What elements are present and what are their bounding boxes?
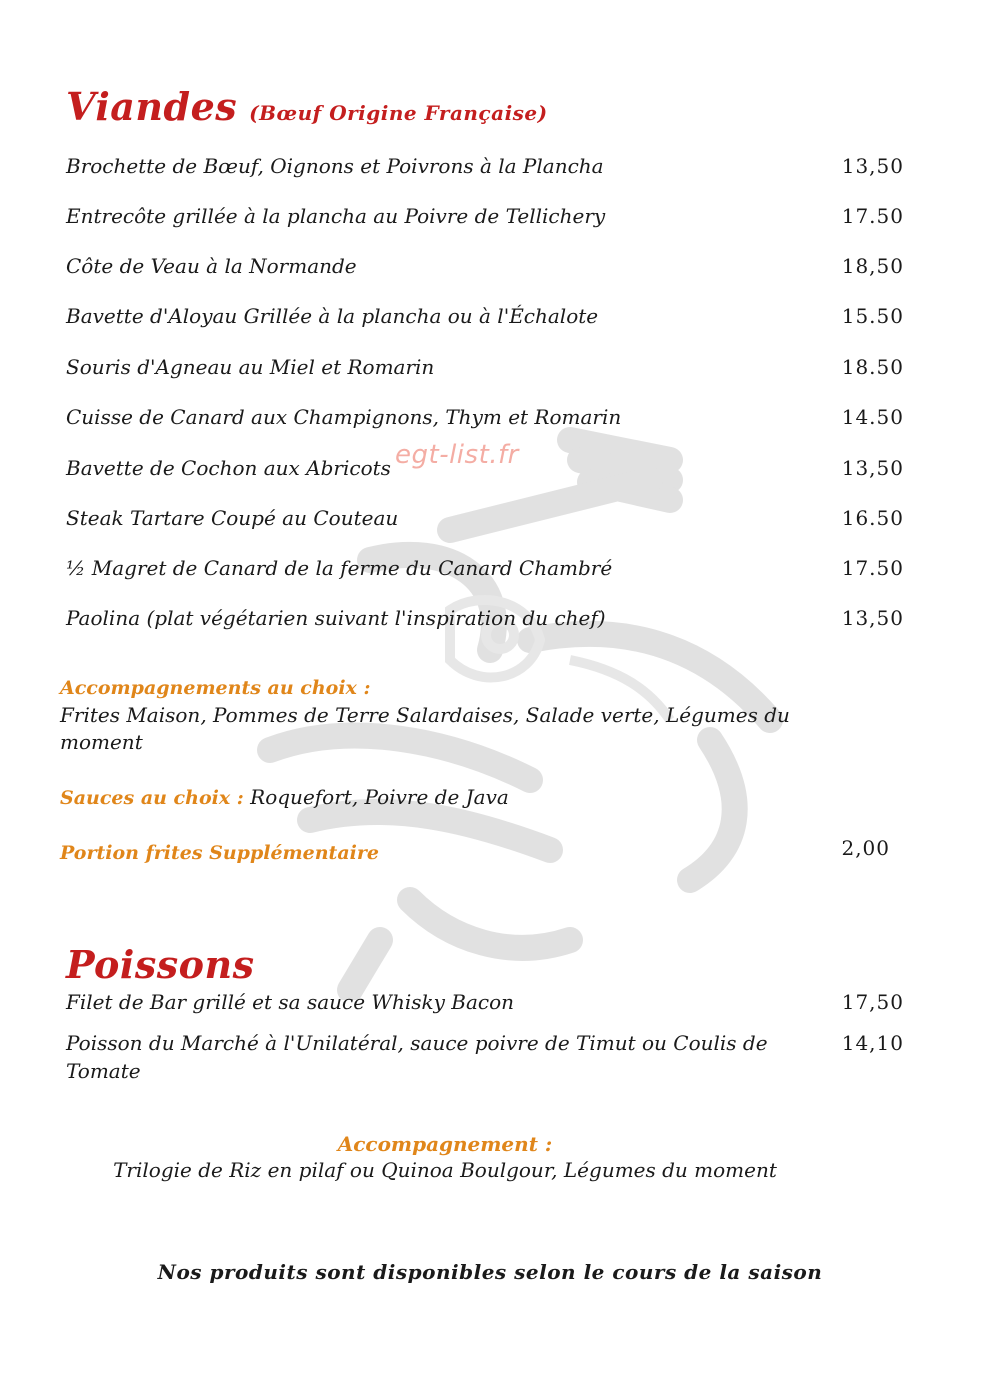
accompagnement-text: Trilogie de Riz en pilaf ou Quinoa Boulgour, Légumes du moment xyxy=(113,1158,777,1182)
sauces-block xyxy=(60,784,840,812)
dish-name: Côte de Veau à la Normande xyxy=(66,254,357,278)
sauces-label: Sauces au choix : xyxy=(60,787,244,809)
menu-item xyxy=(66,554,906,582)
dish-price: 14,10 xyxy=(841,1031,904,1055)
menu-item xyxy=(66,353,906,381)
dish-name: Cuisse de Canard aux Champignons, Thym et Romarin xyxy=(66,405,622,429)
portion-price: 2,00 xyxy=(841,836,890,860)
footer-note: Nos produits sont disponibles selon le cours de la saison xyxy=(157,1260,823,1284)
portion-label: Portion frites Supplémentaire xyxy=(60,842,379,864)
menu-item xyxy=(66,988,906,1016)
dish-name: Steak Tartare Coupé au Couteau xyxy=(66,506,399,530)
menu-item xyxy=(66,302,906,330)
viandes-subtitle: (Bœuf Origine Française) xyxy=(249,101,548,125)
menu-item xyxy=(66,1029,906,1085)
dish-price: 17.50 xyxy=(841,556,904,580)
menu-item xyxy=(66,202,906,230)
menu-item xyxy=(66,152,906,180)
accompagnement-label: Accompagnement : xyxy=(337,1132,553,1156)
dish-name: ½ Magret de Canard de la ferme du Canard Chambré xyxy=(66,556,613,580)
menu-item xyxy=(66,504,906,532)
portion-row xyxy=(60,838,900,867)
dish-price: 17,50 xyxy=(841,990,904,1014)
dish-name: Paolina (plat végétarien suivant l'inspiration du chef) xyxy=(66,606,606,630)
dish-name: Entrecôte grillée à la plancha au Poivre de Tellichery xyxy=(66,204,606,228)
dish-name: Souris d'Agneau au Miel et Romarin xyxy=(66,355,435,379)
dish-price: 14.50 xyxy=(841,405,904,429)
dish-name: Filet de Bar grillé et sa sauce Whisky Bacon xyxy=(66,990,515,1014)
dish-price: 18.50 xyxy=(841,355,904,379)
poissons-title: Poissons xyxy=(66,942,255,987)
viandes-title xyxy=(66,84,548,129)
dish-name: Brochette de Bœuf, Oignons et Poivrons à la Plancha xyxy=(66,154,604,178)
dish-name: Bavette d'Aloyau Grillée à la plancha ou à l'Échalote xyxy=(66,304,599,328)
dish-name: Bavette de Cochon aux Abricots xyxy=(66,456,391,480)
dish-price: 16.50 xyxy=(841,506,904,530)
menu-item xyxy=(66,403,906,431)
viandes-title-text: Viandes xyxy=(66,84,238,129)
dish-price: 17.50 xyxy=(841,204,904,228)
dish-price: 13,50 xyxy=(841,456,904,480)
sauces-text: Roquefort, Poivre de Java xyxy=(243,785,509,809)
menu-item xyxy=(66,454,906,482)
dish-price: 15.50 xyxy=(841,304,904,328)
dish-name: Poisson du Marché à l'Unilatéral, sauce poivre de Timut ou Coulis de Tomate xyxy=(66,1031,768,1083)
dish-price: 13,50 xyxy=(841,606,904,630)
accompagnements-text: Frites Maison, Pommes de Terre Salardaises, Salade verte, Légumes du moment xyxy=(60,703,790,754)
menu-item xyxy=(66,252,906,280)
menu-item xyxy=(66,604,906,632)
accompagnements-label: Accompagnements au choix : xyxy=(60,677,371,699)
dish-price: 18,50 xyxy=(841,254,904,278)
accompagnements-block xyxy=(60,675,840,756)
site-watermark: egt-list.fr xyxy=(395,440,519,470)
dish-price: 13,50 xyxy=(841,154,904,178)
